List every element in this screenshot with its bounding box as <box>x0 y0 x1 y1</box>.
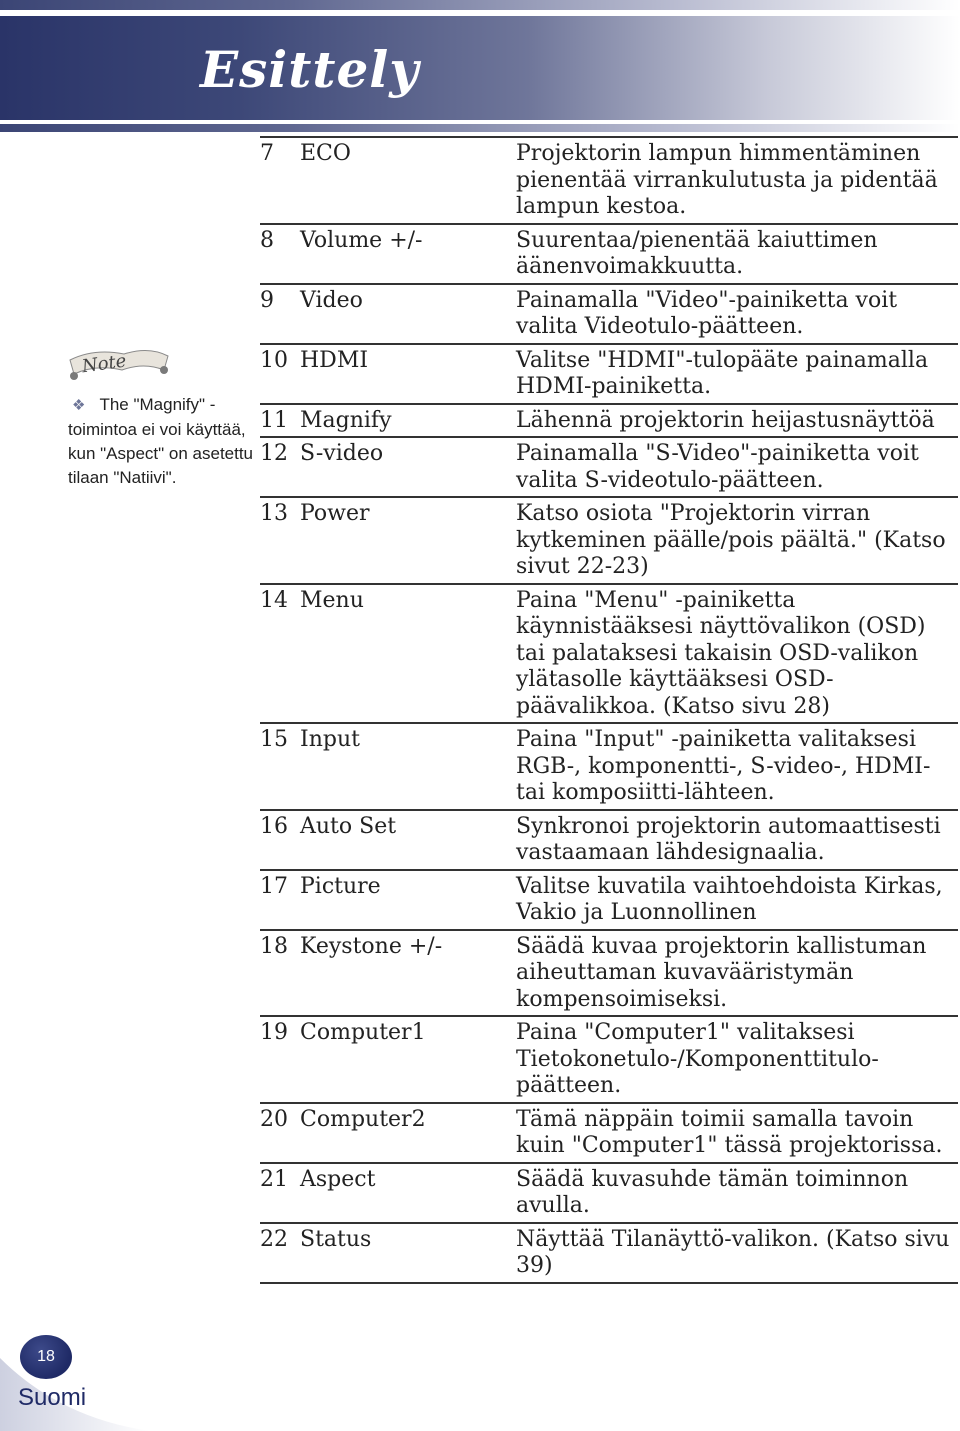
row-button-name: Auto Set <box>300 813 397 839</box>
table-row <box>260 436 958 496</box>
language-label: Suomi <box>18 1384 87 1411</box>
row-button-name: Picture <box>300 873 381 899</box>
row-number: 9 <box>260 287 274 313</box>
table-row <box>260 1222 958 1284</box>
header-banner <box>0 16 960 120</box>
note-badge-label: Note <box>80 350 128 378</box>
diamond-bullet-icon: ❖ <box>72 397 86 414</box>
row-number: 13 <box>260 501 288 526</box>
row-number: 15 <box>260 727 288 752</box>
row-number: 17 <box>260 873 288 899</box>
table-row <box>260 283 958 343</box>
row-description: Paina "Input" -painiketta valitaksesi RGB-, komponentti-, S-video-, HDMI-tai komposiitti-lähteen. <box>516 727 931 805</box>
row-button-name: HDMI <box>300 347 369 373</box>
row-button-name: Power <box>300 501 370 526</box>
row-button-name: Volume +/- <box>300 227 423 253</box>
row-description: Näyttää Tilanäyttö-valikon. (Katso sivu 39) <box>516 1226 950 1278</box>
row-number: 11 <box>260 407 288 433</box>
row-button-name: Computer1 <box>300 1020 426 1045</box>
row-number: 7 <box>260 141 274 166</box>
header-top-stripe <box>0 0 960 10</box>
row-button-name: Magnify <box>300 407 392 433</box>
row-description: Painamalla "Video"-painiketta voit valita Videotulo-päätteen. <box>516 287 898 339</box>
table-row <box>260 223 958 283</box>
row-button-name: Aspect <box>300 1166 376 1192</box>
row-button-name: S-video <box>300 441 384 466</box>
row-description: Katso osiota "Projektorin virran kytkeminen päälle/pois päältä." (Katso sivut 22-23) <box>516 501 946 579</box>
row-number: 22 <box>260 1226 288 1252</box>
row-number: 18 <box>260 933 288 959</box>
page-title: Esittely <box>200 40 420 99</box>
table-row <box>260 403 958 437</box>
row-button-name: Video <box>300 287 363 313</box>
row-number: 10 <box>260 347 288 373</box>
row-button-name: Input <box>300 727 360 752</box>
row-number: 8 <box>260 227 274 253</box>
table-row <box>260 1015 958 1102</box>
row-number: 20 <box>260 1106 288 1132</box>
note-badge <box>64 340 174 388</box>
row-description: Säädä kuvasuhde tämän toiminnon avulla. <box>516 1166 909 1218</box>
note-body: The "Magnify" -toimintoa ei voi käyttää, kun "Aspect" on asetettu tilaan "Natiivi". <box>68 395 254 487</box>
table-row <box>260 722 958 809</box>
header-bottom-stripe <box>0 124 960 132</box>
row-description: Paina "Computer1" valitaksesi Tietokonetulo-/Komponenttitulo-päätteen. <box>516 1020 879 1098</box>
row-button-name: Status <box>300 1226 372 1252</box>
row-description: Synkronoi projektorin automaattisesti vastaamaan lähdesignaalia. <box>516 813 941 865</box>
note-text <box>68 393 258 490</box>
row-description: Suurentaa/pienentää kaiuttimen äänenvoimakkuutta. <box>516 227 878 279</box>
button-description-table <box>260 136 958 1284</box>
table-row <box>260 1162 958 1222</box>
table-row <box>260 869 958 929</box>
row-button-name: Keystone +/- <box>300 933 443 959</box>
table-row <box>260 809 958 869</box>
table-row <box>260 343 958 403</box>
row-description: Valitse kuvatila vaihtoehdoista Kirkas, Vakio ja Luonnollinen <box>516 873 943 925</box>
table-row <box>260 583 958 723</box>
row-description: Tämä näppäin toimii samalla tavoin kuin "Computer1" tässä projektorissa. <box>516 1106 943 1158</box>
row-button-name: ECO <box>300 141 351 166</box>
row-description: Paina "Menu" -painiketta käynnistääksesi näyttövalikon (OSD) tai palataksesi takaisin OSD-valikon ylätasolle käyttääksesi OSD-päävalikkoa. (Katso sivu 28) <box>516 587 926 719</box>
row-description: Projektorin lampun himmentäminen pienentää virrankulutusta ja pidentää lampun kestoa. <box>516 141 938 219</box>
row-description: Painamalla "S-Video"-painiketta voit valita S-videotulo-päätteen. <box>516 441 919 493</box>
table-row <box>260 1102 958 1162</box>
table-row <box>260 929 958 1016</box>
row-description: Lähennä projektorin heijastusnäyttöä <box>516 407 935 433</box>
row-number: 16 <box>260 813 288 839</box>
row-button-name: Menu <box>300 587 364 613</box>
table-row <box>260 496 958 583</box>
row-number: 19 <box>260 1020 288 1045</box>
row-number: 21 <box>260 1166 288 1192</box>
table-row <box>260 136 958 223</box>
page-number: 18 <box>20 1335 72 1379</box>
row-number: 14 <box>260 587 288 613</box>
row-button-name: Computer2 <box>300 1106 426 1132</box>
row-number: 12 <box>260 441 288 466</box>
row-description: Valitse "HDMI"-tulopääte painamalla HDMI-painiketta. <box>516 347 929 399</box>
row-description: Säädä kuvaa projektorin kallistuman aiheuttaman kuvavääristymän kompensoimiseksi. <box>516 933 927 1012</box>
